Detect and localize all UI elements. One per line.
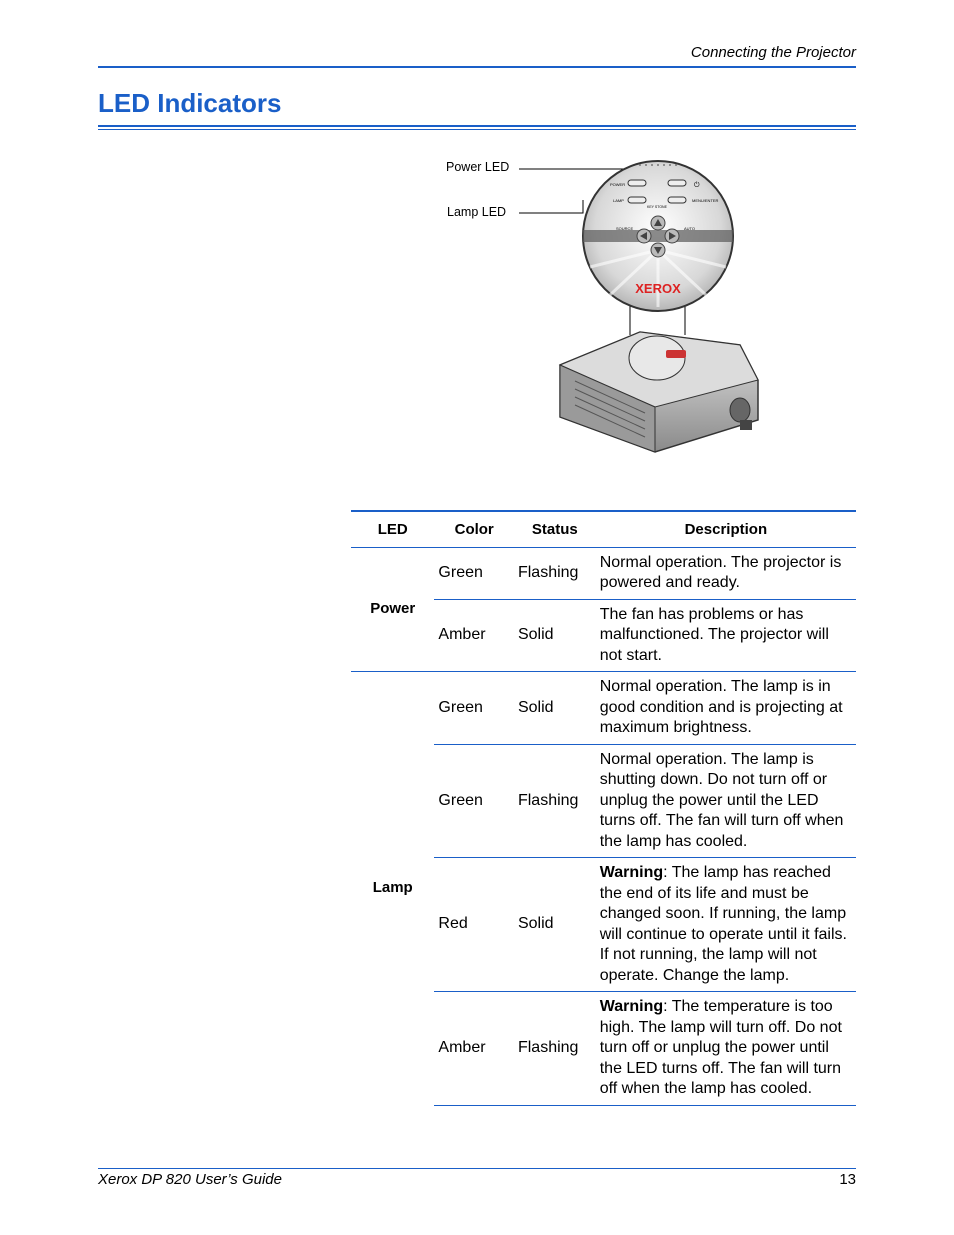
row-description: Normal operation. The lamp is in good condition and is projecting at maximum brightness. [596,672,856,745]
row-color: Green [434,744,514,858]
led-indicator-table [351,510,856,1106]
row-description [596,992,856,1106]
panel-keystone-text: KEY STONE [647,205,667,209]
running-header: Connecting the Projector [690,44,856,61]
row-color: Green [434,672,514,745]
row-description: Normal operation. The lamp is shutting down. Do not turn off or unplug the power until the LED turns off. The fan will turn off when the lamp has cooled. [596,744,856,858]
row-status: Solid [514,599,596,672]
row-color: Amber [434,992,514,1106]
lamp-callout-line [519,200,583,213]
projector-body [560,332,758,452]
row-color: Green [438,563,483,581]
table-row [351,547,856,599]
projector-illustration [440,155,770,465]
warning-label: Warning [599,998,664,1015]
header-status: Status [531,521,578,538]
lamp-led-callout: Lamp LED [447,205,507,219]
led-name-lamp: Lamp [351,672,434,1106]
row-description [596,858,856,992]
row-color: Amber [434,599,514,672]
panel-lamp-text: LAMP [613,198,624,203]
page-number: 13 [839,1171,856,1188]
header-description: Description [684,521,768,538]
row-status: Flashing [514,992,596,1106]
table-row [351,672,856,745]
warning-text: : The lamp has reached the end of its life and must be changed soon. If running, the lamp will continue to operate until it fails. If not running, the lamp will not operate. Change the lamp. [599,864,847,984]
title-rule-thin [98,129,856,130]
title-rule [98,125,856,127]
page-title: LED Indicators [98,88,282,118]
control-panel-inset [583,161,733,311]
header-rule [98,66,856,68]
projector-figure [440,155,770,465]
header-led: LED [377,521,408,538]
row-status: Flashing [517,563,579,581]
panel-auto-text: AUTO [684,226,696,231]
row-color: Red [434,858,514,992]
row-description: The fan has problems or has malfunctioned. The projector will not start. [596,599,856,672]
panel-power-text: POWER [610,182,626,187]
footer-guide-title: Xerox DP 820 User’s Guide [98,1171,282,1188]
warning-text: : The temperature is too high. The lamp will turn off. Do not turn off or unplug the power until the LED turns off. The fan will turn off when the lamp has cooled. [599,998,842,1097]
warning-label: Warning [599,864,664,881]
row-status: Flashing [514,744,596,858]
row-status: Solid [514,672,596,745]
header-color: Color [454,521,494,538]
power-symbol-icon: ⏻ [694,181,700,189]
table-header-row [351,511,856,547]
row-description: Normal operation. The projector is powered and ready. [599,553,842,591]
panel-menu-text: MENU/ENTER [692,198,719,203]
row-status: Solid [514,858,596,992]
panel-source-text: SOURCE [616,226,634,231]
xerox-logo: XEROX [635,281,681,296]
footer-rule [98,1168,856,1169]
led-name-power: Power [370,600,416,617]
power-led-callout: Power LED [446,160,510,174]
